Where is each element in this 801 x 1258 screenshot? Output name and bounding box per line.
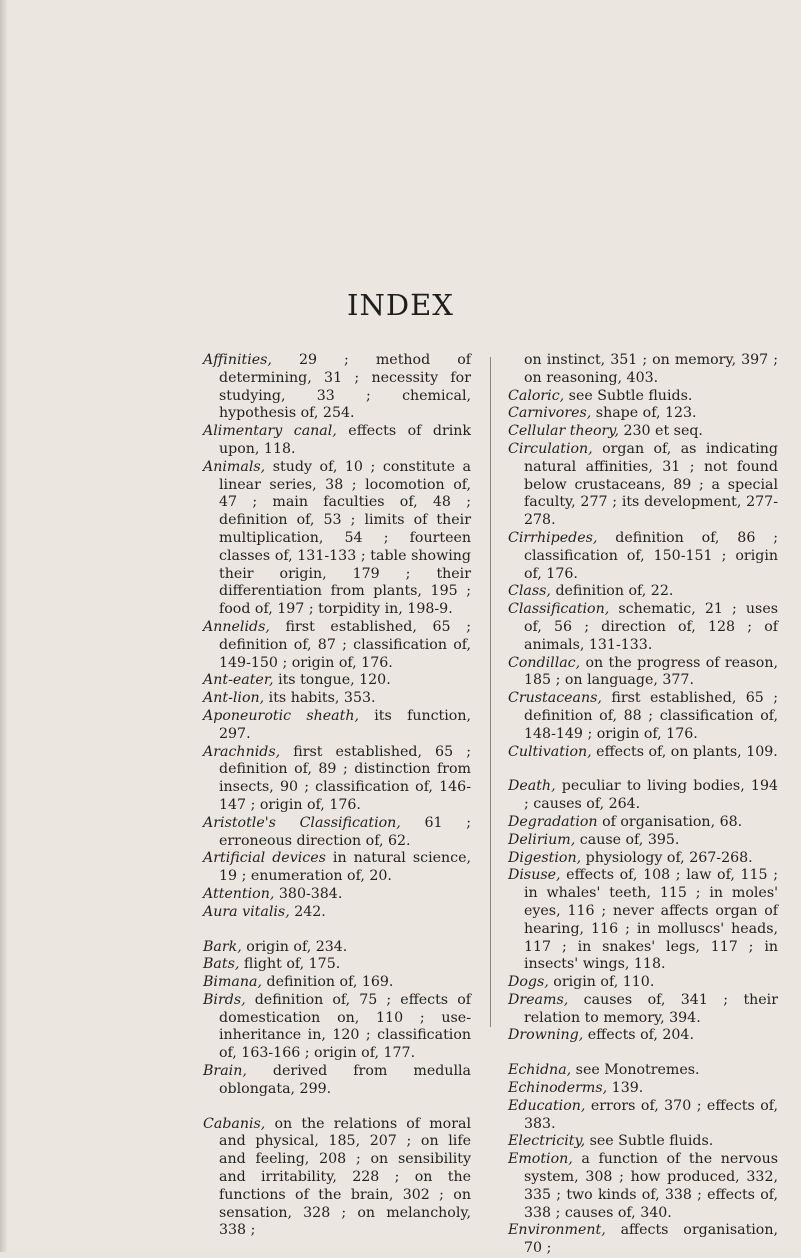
index-entry-head: Bimana, bbox=[203, 974, 262, 991]
index-entry bbox=[508, 814, 778, 832]
index-entry-text: schematic, 21 ; uses of, 56 ; direction of, 128 ; of animals, 131-133. bbox=[524, 601, 778, 653]
index-column-left bbox=[203, 352, 471, 1240]
index-entry-text: shape of, 123. bbox=[591, 405, 697, 422]
index-entry-head: Dreams, bbox=[508, 991, 569, 1008]
index-entry-text: affects organisation, 70 ; bbox=[524, 1222, 778, 1257]
index-entry bbox=[203, 423, 471, 459]
index-entry-text: in natural science, 19 ; enumeration of, 20. bbox=[219, 850, 471, 885]
index-entry-text: see Subtle fluids. bbox=[564, 387, 693, 404]
index-entry-text: effects of, on plants, 109. bbox=[591, 743, 778, 760]
index-entry-head: Ant-eater, bbox=[203, 672, 274, 689]
spine-shadow bbox=[0, 0, 8, 1252]
entry-gap bbox=[508, 761, 778, 778]
index-entry-head: Environment, bbox=[508, 1222, 606, 1239]
index-entry-head: Education, bbox=[508, 1097, 586, 1114]
index-entry-head: Bats, bbox=[203, 956, 240, 973]
index-entry bbox=[508, 850, 778, 868]
index-entry-head: Aristotle's Classification, bbox=[203, 814, 401, 831]
index-entry-text: derived from medulla oblongata, 299. bbox=[219, 1063, 471, 1097]
index-entry-text: origin of, 234. bbox=[241, 938, 348, 955]
index-entry bbox=[203, 974, 471, 992]
index-entry bbox=[508, 423, 778, 441]
index-entry-text: causes of, 341 ; their relation to memory, 394. bbox=[524, 991, 778, 1026]
index-entry-text: its tongue, 120. bbox=[273, 672, 391, 689]
index-entry-head: Cultivation, bbox=[508, 743, 592, 760]
index-entry bbox=[203, 744, 471, 815]
entry-gap bbox=[203, 1099, 471, 1116]
index-entry-text: see Subtle fluids. bbox=[585, 1133, 714, 1150]
index-entry-head: Bark, bbox=[203, 938, 242, 955]
index-entry bbox=[508, 583, 778, 601]
index-entry-head: Caloric, bbox=[508, 387, 565, 404]
index-entry bbox=[203, 939, 471, 957]
index-entry bbox=[508, 601, 778, 654]
index-entry bbox=[203, 886, 471, 904]
entry-gap bbox=[203, 922, 471, 939]
index-entry bbox=[508, 1222, 778, 1258]
index-entry-head: Artificial devices bbox=[203, 850, 326, 867]
index-entry bbox=[508, 992, 778, 1028]
page-title: INDEX bbox=[347, 288, 454, 322]
index-entry-text: definition of, 22. bbox=[550, 583, 674, 600]
index-entry-head: Digestion, bbox=[508, 849, 582, 866]
index-entry-head: Ant-lion, bbox=[203, 690, 265, 707]
index-entry-text: of organisation, 68. bbox=[597, 813, 743, 830]
index-entry-head: Attention, bbox=[203, 885, 275, 902]
index-entry-head: Affinities, bbox=[203, 352, 272, 368]
index-entry-text: on the progress of reason, 185 ; on language, 377. bbox=[524, 654, 778, 689]
index-entry-text: 139. bbox=[607, 1080, 644, 1097]
index-entry-text: flight of, 175. bbox=[239, 956, 341, 973]
index-entry-head: Drowning, bbox=[508, 1027, 584, 1044]
index-entry-head: Condillac, bbox=[508, 654, 581, 671]
index-entry bbox=[508, 1027, 778, 1045]
index-entry-head: Cabanis, bbox=[203, 1115, 266, 1132]
index-entry-text: definition of, 169. bbox=[261, 974, 394, 991]
index-entry bbox=[203, 352, 471, 423]
index-entry bbox=[508, 1098, 778, 1134]
index-entry-text: a function of the nervous system, 308 ; how produced, 332, 335 ; two kinds of, 338 ; effects of, 338 ; causes of, 340. bbox=[524, 1151, 778, 1221]
index-entry-text: definition of, 86 ; classification of, 150-151 ; origin of, 176. bbox=[524, 529, 778, 582]
index-entry-head: Classification, bbox=[508, 601, 610, 618]
index-entry-text: effects of, 108 ; law of, 115 ; in whales' teeth, 115 ; in moles' eyes, 116 ; never affects organ of hearing, 116 ; in molluscs' heads, 117 ; in snakes' legs, 117 ; in insects' wings, 118. bbox=[524, 867, 778, 973]
index-entry-text: on instinct, 351 ; on memory, 397 ; on reasoning, 403. bbox=[524, 352, 778, 386]
index-entry-head: Class, bbox=[508, 583, 551, 600]
index-entry-head: Alimentary canal, bbox=[203, 423, 337, 440]
index-entry-text: organ of, as indicating natural affinities, 31 ; not found below crustaceans, 89 ; a special faculty, 277 ; its development, 277-278. bbox=[524, 440, 778, 529]
index-entry-text: definition of, 75 ; effects of domestication on, 110 ; use-inheritance in, 120 ; classification of, 163-166 ; origin of, 177. bbox=[219, 991, 471, 1062]
index-entry-text: first established, 65 ; definition of, 89 ; distinction from insects, 90 ; classification of, 146-147 ; origin of, 176. bbox=[219, 743, 471, 813]
index-entry bbox=[508, 778, 778, 814]
index-entry-text: errors of, 370 ; effects of, 383. bbox=[524, 1097, 778, 1132]
index-entry bbox=[203, 904, 471, 922]
index-entry bbox=[508, 405, 778, 423]
index-entry-text: its function, 297. bbox=[219, 707, 471, 742]
index-entry bbox=[203, 1063, 471, 1099]
index-entry bbox=[508, 352, 778, 388]
index-entry bbox=[203, 992, 471, 1063]
index-entry bbox=[203, 956, 471, 974]
index-entry-head: Emotion, bbox=[508, 1151, 573, 1168]
index-entry-text: see Monotremes. bbox=[571, 1062, 700, 1079]
index-entry-text: effects of, 204. bbox=[583, 1027, 694, 1044]
index-entry-head: Annelids, bbox=[203, 618, 270, 635]
index-entry-head: Brain, bbox=[203, 1063, 247, 1080]
index-entry-text: on the relations of moral and physical, 185, 207 ; on life and feeling, 208 ; on sensibility and irritability, 228 ; on the functions of the brain, 302 ; on sensation, 328 ; on melancholy, 338 ; bbox=[219, 1115, 471, 1239]
index-entry bbox=[203, 708, 471, 744]
index-entry-head: Circulation, bbox=[508, 440, 593, 457]
index-entry bbox=[203, 690, 471, 708]
index-entry bbox=[508, 832, 778, 850]
index-entry bbox=[508, 388, 778, 406]
index-entry-head: Carnivores, bbox=[508, 405, 592, 422]
index-entry bbox=[508, 1062, 778, 1080]
index-entry-text: 230 et seq. bbox=[618, 423, 703, 440]
index-entry-text: its habits, 353. bbox=[264, 690, 376, 707]
index-entry-head: Aponeurotic sheath, bbox=[203, 707, 359, 724]
index-entry-head: Echinoderms, bbox=[508, 1080, 608, 1097]
index-entry-head: Dogs, bbox=[508, 974, 549, 991]
index-entry bbox=[203, 1116, 471, 1241]
index-entry-text: 61 ; erroneous direction of, 62. bbox=[219, 814, 471, 849]
entry-gap bbox=[508, 1045, 778, 1062]
index-entry-head: Arachnids, bbox=[203, 743, 281, 760]
index-entry-text: 380-384. bbox=[274, 885, 343, 902]
index-entry bbox=[508, 441, 778, 530]
index-entry bbox=[203, 619, 471, 672]
index-entry-head: Aura vitalis, bbox=[203, 903, 290, 920]
index-entry-text: 29 ; method of determining, 31 ; necessity for studying, 33 ; chemical, hypothesis of, 254. bbox=[219, 352, 471, 422]
index-entry-text: peculiar to living bodies, 194 ; causes of, 264. bbox=[524, 778, 778, 813]
index-entry bbox=[508, 1151, 778, 1222]
index-entry-text: study of, 10 ; constitute a linear series, 38 ; locomotion of, 47 ; main faculties of, 48 ; definition of, 53 ; limits of their multiplication, 54 ; fourteen classes of, 131-133 ; table showing their origin, 179 ; their differentiation from plants, 195 ; food of, 197 ; torpidity in, 198-9. bbox=[219, 458, 471, 618]
index-entry bbox=[508, 744, 778, 762]
index-entry-text: first established, 65 ; definition of, 88 ; classification of, 148-149 ; origin of, 176. bbox=[524, 690, 778, 742]
index-entry-head: Delirium, bbox=[508, 831, 576, 848]
index-entry bbox=[508, 690, 778, 743]
index-entry-head: Disuse, bbox=[508, 867, 561, 884]
index-entry bbox=[508, 1080, 778, 1098]
index-entry-head: Birds, bbox=[203, 991, 246, 1008]
index-entry-text: first established, 65 ; definition of, 87 ; classification of, 149-150 ; origin of, 176. bbox=[219, 618, 471, 671]
index-entry bbox=[203, 672, 471, 690]
index-entry-head: Crustaceans, bbox=[508, 690, 602, 707]
index-entry bbox=[203, 815, 471, 851]
index-entry bbox=[508, 655, 778, 691]
index-entry-head: Echidna, bbox=[508, 1062, 572, 1079]
column-divider bbox=[490, 357, 491, 1027]
index-entry bbox=[203, 850, 471, 886]
index-entry bbox=[508, 1133, 778, 1151]
index-entry-head: Cirrhipedes, bbox=[508, 529, 598, 546]
index-entry-text: 242. bbox=[289, 903, 326, 920]
index-entry-text: cause of, 395. bbox=[575, 831, 680, 848]
index-entry bbox=[508, 974, 778, 992]
index-entry-head: Cellular theory, bbox=[508, 423, 619, 440]
index-entry-text: physiology of, 267-268. bbox=[581, 849, 753, 866]
index-entry bbox=[203, 459, 471, 619]
index-entry-head: Electricity, bbox=[508, 1133, 586, 1150]
index-column-right bbox=[508, 352, 778, 1258]
index-entry-text: effects of drink upon, 118. bbox=[219, 423, 471, 457]
index-entry-head: Degradation bbox=[508, 813, 598, 830]
index-entry-head: Death, bbox=[508, 778, 556, 795]
index-entry-text: origin of, 110. bbox=[548, 974, 655, 991]
index-entry bbox=[508, 530, 778, 583]
index-entry bbox=[508, 867, 778, 974]
index-entry-head: Animals, bbox=[203, 458, 266, 475]
